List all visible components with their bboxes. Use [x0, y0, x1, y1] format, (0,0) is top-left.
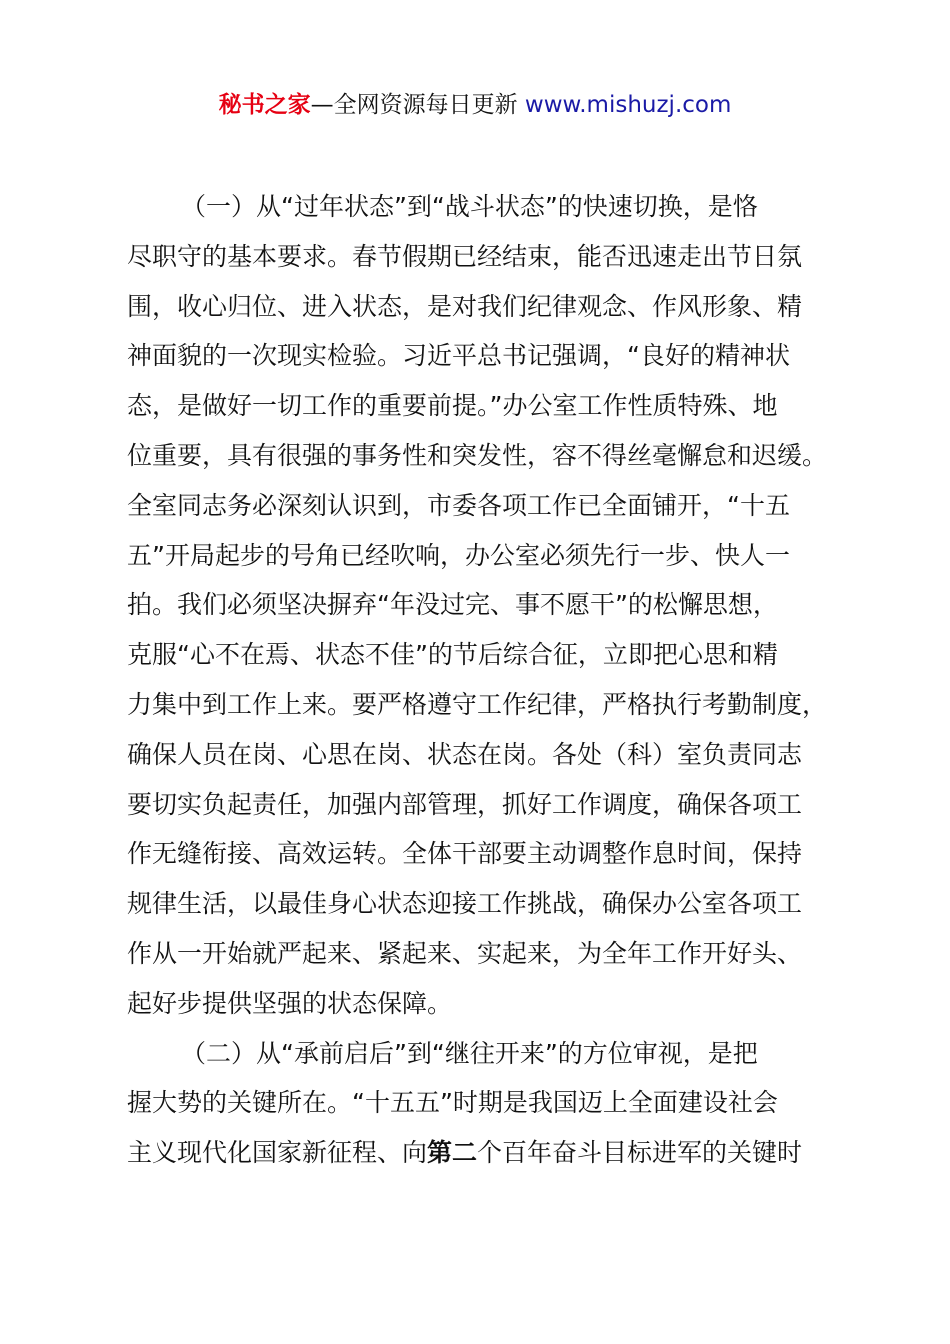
paragraph-2-bold-text: 第二: [427, 1138, 478, 1168]
paragraph-1-line: 作从一开始就严起来、紧起来、实起来，为全年工作开好头、: [127, 938, 803, 968]
paragraph-1-line: 围，收心归位、进入状态，是对我们纪律观念、作风形象、精: [127, 291, 803, 321]
paragraph-2-text: 个百年奋斗目标进军的关键时: [477, 1138, 803, 1168]
paragraph-1-line: （一）从“过年状态”到“战斗状态”的快速切换，是恪: [181, 192, 758, 221]
paragraph-1-line: 尽职守的基本要求。春节假期已经结束，能否迅速走出节日氛: [127, 241, 803, 271]
paragraph-1-line: 作无缝衔接、高效运转。全体干部要主动调整作息时间，保持: [127, 839, 803, 869]
paragraph-1-line: 要切实负起责任，加强内部管理，抓好工作调度，确保各项工: [127, 789, 803, 819]
paragraph-2-text: 主义现代化国家新征程、向: [127, 1138, 428, 1168]
paragraph-1-line: 全室同志务必深刻认识到，市委各项工作已全面铺开，“十五: [127, 490, 790, 520]
site-tagline: —全网资源每日更新: [310, 92, 525, 118]
paragraph-1-line: 规律生活，以最佳身心状态迎接工作挑战，确保办公室各项工: [127, 889, 803, 919]
paragraph-1-line: 位重要，具有很强的事务性和突发性，容不得丝毫懈怠和迟缓。: [127, 440, 828, 470]
paragraph-1-line: 确保人员在岗、心思在岗、状态在岗。各处（科）室负责同志: [127, 739, 803, 769]
document-body: [127, 182, 867, 1178]
paragraph-1-line: 起好步提供坚强的状态保障。: [127, 988, 453, 1018]
site-url-link[interactable]: www.mishuzj.com: [524, 92, 732, 118]
paragraph-2-line: 握大势的关键所在。“十五五”时期是我国迈上全面建设社会: [127, 1088, 778, 1118]
site-brand: 秘书之家: [218, 92, 311, 118]
paragraph-1-line: 克服“心不在焉、状态不佳”的节后综合征，立即把心思和精: [127, 640, 778, 670]
paragraph-1-line: 拍。我们必须坚决摒弃“年没过完、事不愿干”的松懈思想，: [127, 590, 778, 620]
paragraph-1-line: 神面貌的一次现实检验。习近平总书记强调，“良好的精神状: [127, 341, 790, 371]
paragraph-1-line: 五”开局起步的号角已经吹响，办公室必须先行一步、快人一: [127, 540, 790, 570]
paragraph-1-line: 力集中到工作上来。要严格遵守工作纪律，严格执行考勤制度，: [127, 689, 828, 719]
paragraph-2-line: （二）从“承前启后”到“继往开来”的方位审视，是把: [181, 1038, 758, 1068]
paragraph-1-line: 态，是做好一切工作的重要前提。”办公室工作性质特殊、地: [127, 391, 778, 421]
paragraph-2-line: [127, 1128, 867, 1178]
site-header: [0, 88, 950, 122]
